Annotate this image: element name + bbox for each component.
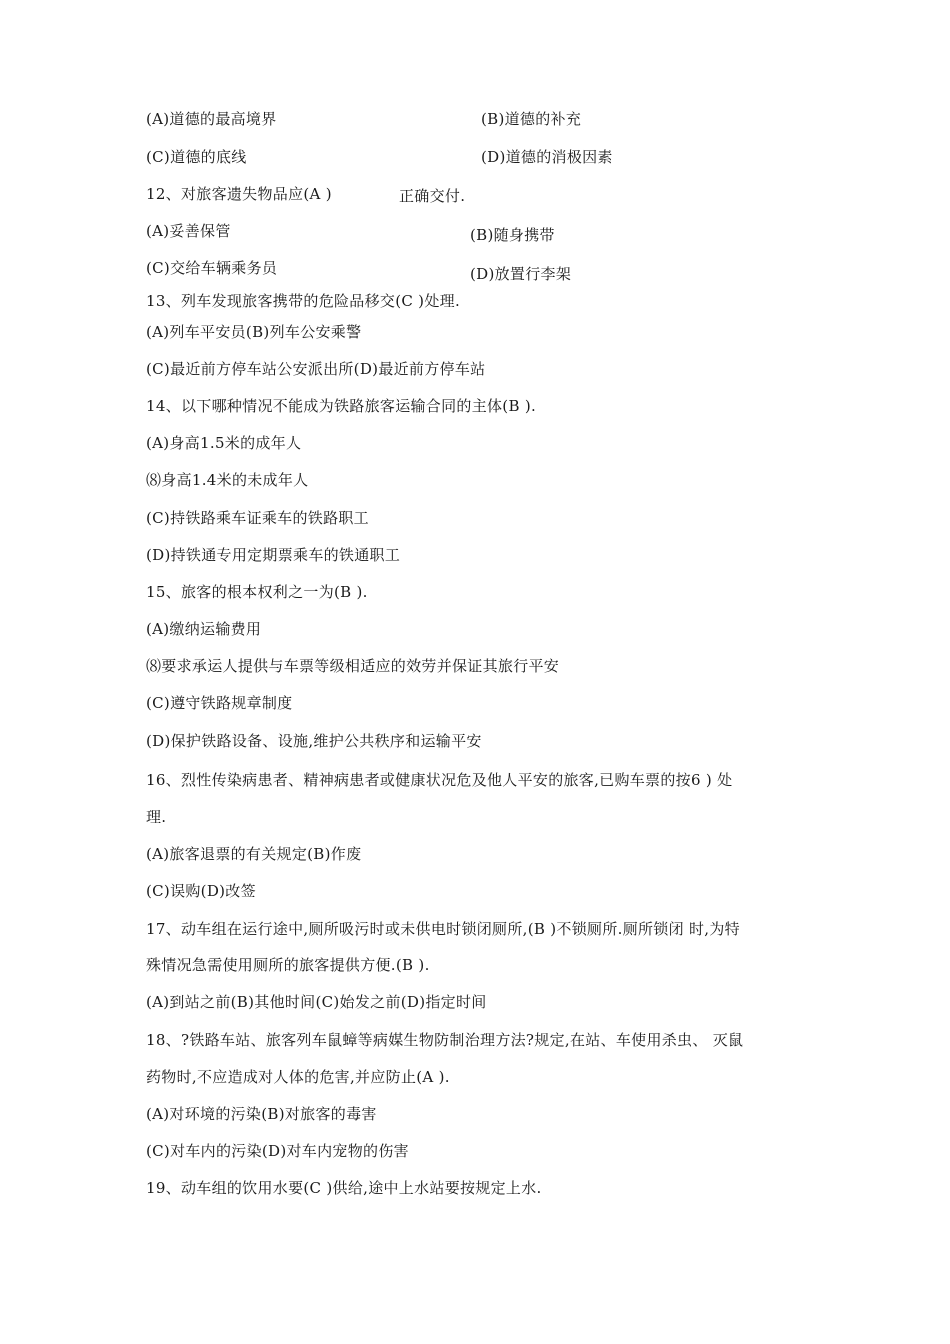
option-b-q11: (B)道德的补充	[481, 110, 582, 128]
options-cd-q16: (C)误购(D)改签	[146, 882, 256, 900]
question-12: 12、对旅客遗失物品应(A )	[146, 185, 332, 203]
question-14: 14、以下哪种情况不能成为铁路旅客运输合同的主体(B ).	[146, 397, 537, 415]
question-12-tail: 正确交付.	[399, 187, 466, 205]
options-ab-q16: (A)旅客退票的有关规定(B)作废	[146, 845, 362, 863]
question-16-cont: 理.	[146, 808, 167, 826]
option-b-q12: (B)随身携带	[470, 226, 555, 244]
options-cd-q18: (C)对车内的污染(D)对车内宠物的伤害	[146, 1142, 409, 1160]
option-c-q11: (C)道德的底线	[146, 148, 247, 166]
option-a-q14: (A)身高1.5米的成年人	[146, 434, 302, 452]
options-q17: (A)到站之前(B)其他时间(C)始发之前(D)指定时间	[146, 993, 487, 1011]
option-a-q12: (A)妥善保管	[146, 222, 231, 240]
option-d-q11: (D)道德的消极因素	[481, 148, 613, 166]
options-ab-q18: (A)对环境的污染(B)对旅客的毒害	[146, 1105, 377, 1123]
option-c-q14: (C)持铁路乘车证乘车的铁路职工	[146, 509, 369, 527]
question-13: 13、列车发现旅客携带的危险品移交(C )处理.	[146, 292, 461, 310]
option-d-q12: (D)放置行李架	[470, 265, 572, 283]
options-ab-q13: (A)列车平安员(B)列车公安乘警	[146, 323, 362, 341]
option-c-q15: (C)遵守铁路规章制度	[146, 694, 293, 712]
question-15: 15、旅客的根本权利之一为(B ).	[146, 583, 368, 601]
option-b-q15: ⑻要求承运人提供与车票等级相适应的效劳并保证其旅行平安	[146, 657, 560, 675]
options-cd-q13: (C)最近前方停车站公安派出所(D)最近前方停车站	[146, 360, 486, 378]
option-d-q15: (D)保护铁路设备、设施,维护公共秩序和运输平安	[146, 732, 482, 750]
question-16: 16、烈性传染病患者、精神病患者或健康状况危及他人平安的旅客,已购车票的按6 ) 处	[146, 771, 733, 789]
option-d-q14: (D)持铁通专用定期票乘车的铁通职工	[146, 546, 401, 564]
question-19: 19、动车组的饮用水要(C )供给,途中上水站要按规定上水.	[146, 1179, 542, 1197]
option-a-q11: (A)道德的最高境界	[146, 110, 277, 128]
question-17-cont: 殊情况急需使用厕所的旅客提供方便.(B ).	[146, 956, 430, 974]
option-a-q15: (A)缴纳运输费用	[146, 620, 262, 638]
question-18: 18、?铁路车站、旅客列车鼠蟑等病媒生物防制治理方法?规定,在站、车使用杀虫、 灭鼠	[146, 1031, 744, 1049]
question-18-cont: 药物时,不应造成对人体的危害,并应防止(A ).	[146, 1068, 450, 1086]
question-17: 17、动车组在运行途中,厕所吸污时或未供电时锁闭厕所,(B )不锁厕所.厕所锁闭 时,为特	[146, 920, 740, 938]
option-c-q12: (C)交给车辆乘务员	[146, 259, 278, 277]
option-b-q14: ⑻身高1.4米的未成年人	[146, 471, 309, 489]
